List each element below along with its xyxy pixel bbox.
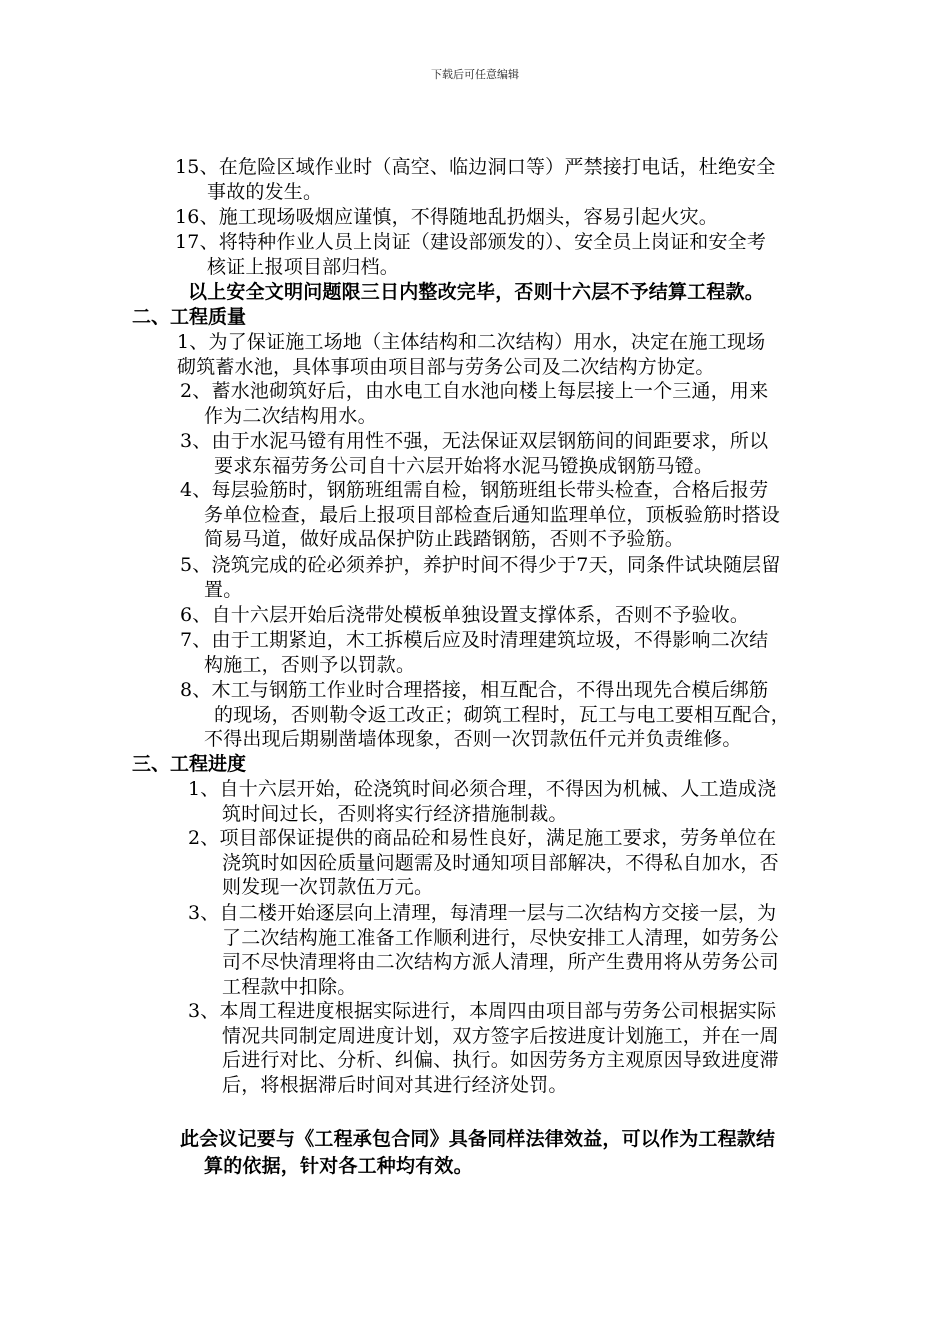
quality-item-1 <box>177 330 765 379</box>
quality-item-5 <box>180 553 781 602</box>
line: 1、自十六层开始，砼浇筑时间必须合理，不得因为机械、人工造成浇 <box>188 778 777 800</box>
quality-item-6 <box>180 603 749 628</box>
line: 17、将特种作业人员上岗证（建设部颁发的）、安全员上岗证和安全考 <box>175 231 767 253</box>
line: 4、每层验筋时，钢筋班组需自检，钢筋班组长带头检查，合格后报劳 <box>180 479 769 501</box>
line: 8、木工与钢筋工作业时合理搭接，相互配合，不得出现先合模后绑筋 <box>180 679 769 701</box>
line: 3、自二楼开始逐层向上清理，每清理一层与二次结构方交接一层，为 <box>188 902 777 924</box>
quality-item-7 <box>180 628 768 677</box>
line: 要求东福劳务公司自十六层开始将水泥马镫换成钢筋马镫。 <box>214 454 714 477</box>
line: 则发现一次罚款伍万元。 <box>222 876 434 898</box>
line: 事故的发生。 <box>207 180 323 203</box>
line: 16、施工现场吸烟应谨慎，不得随地乱扔烟头，容易引起火灾。 <box>175 206 718 228</box>
line: 筑时间过长，否则将实行经济措施制裁。 <box>222 802 568 825</box>
line: 1、为了保证施工场地（主体结构和二次结构）用水，决定在施工现场 <box>177 331 766 353</box>
line: 后，将根据滞后时间对其进行经济处罚。 <box>222 1073 568 1096</box>
line: 务单位检查，最后上报项目部检查后通知监理单位，顶板验筋时搭设 <box>204 503 781 526</box>
line: 7、由于工期紧迫，木工拆模后应及时清理建筑垃圾，不得影响二次结 <box>180 629 769 651</box>
progress-item-1 <box>188 777 776 826</box>
quality-item-8 <box>180 678 790 752</box>
line: 后进行对比、分析、纠偏、执行。如因劳务方主观原因导致进度滞 <box>222 1049 779 1071</box>
page-header: 下载后可任意编辑 <box>431 68 519 81</box>
line: 情况共同制定周进度计划，双方签字后按进度计划施工，并在一周 <box>222 1024 779 1047</box>
safety-item-16 <box>175 205 718 230</box>
progress-item-3 <box>188 901 779 999</box>
section-2-title: 二、工程质量 <box>132 306 247 328</box>
line: 简易马道，做好成品保护防止践踏钢筋，否则不予验筋。 <box>204 528 685 550</box>
line: 置。 <box>204 578 243 601</box>
line: 构施工，否则予以罚款。 <box>204 653 416 676</box>
quality-item-2 <box>180 379 768 428</box>
line: 3、由于水泥马镫有用性不强，无法保证双层钢筋间的间距要求，所以 <box>180 430 769 452</box>
line: 核证上报项目部归档。 <box>207 255 400 278</box>
safety-item-15 <box>175 155 776 204</box>
safety-note: 以上安全文明问题限三日内整改完毕，否则十六层不予结算工程款。 <box>188 281 765 303</box>
line: 5、浇筑完成的砼必须养护，养护时间不得少于7天，同条件试块随层留 <box>180 554 781 576</box>
line: 砌筑蓄水池，具体事项由项目部与劳务公司及二次结构方协定。 <box>177 355 715 378</box>
line: 不得出现后期剔凿墙体现象，否则一次罚款伍仟元并负责维修。 <box>204 728 742 750</box>
safety-item-17 <box>175 230 766 279</box>
line: 算的依据，针对各工种均有效。 <box>204 1155 473 1177</box>
closing-statement <box>180 1126 775 1180</box>
progress-item-4 <box>188 999 779 1097</box>
line: 工程款中扣除。 <box>222 975 357 998</box>
line: 的现场，否则勒令返工改正；砌筑工程时，瓦工与电工要相互配合， <box>214 703 791 726</box>
line: 浇筑时如因砼质量问题需及时通知项目部解决，不得私自加水，否 <box>222 851 779 874</box>
line: 15、在危险区域作业时（高空、临边洞口等）严禁接打电话，杜绝安全 <box>175 156 776 178</box>
quality-item-3 <box>180 429 768 478</box>
line: 此会议记要与《工程承包合同》具备同样法律效益，可以作为工程款结 <box>180 1128 776 1150</box>
quality-item-4 <box>180 478 780 552</box>
line: 作为二次结构用水。 <box>204 404 377 427</box>
line: 2、蓄水池砌筑好后，由水电工自水池向楼上每层接上一个三通，用来 <box>180 380 769 402</box>
section-3-title: 三、工程进度 <box>132 753 247 775</box>
line: 6、自十六层开始后浇带处模板单独设置支撑体系，否则不予验收。 <box>180 604 750 626</box>
progress-item-2 <box>188 826 779 900</box>
line: 2、项目部保证提供的商品砼和易性良好，满足施工要求，劳务单位在 <box>188 827 777 849</box>
line: 了二次结构施工准备工作顺利进行，尽快安排工人清理，如劳务公 <box>222 926 779 949</box>
line: 3、本周工程进度根据实际进行，本周四由项目部与劳务公司根据实际 <box>188 1000 777 1022</box>
line: 司不尽快清理将由二次结构方派人清理，所产生费用将从劳务公司 <box>222 951 779 973</box>
